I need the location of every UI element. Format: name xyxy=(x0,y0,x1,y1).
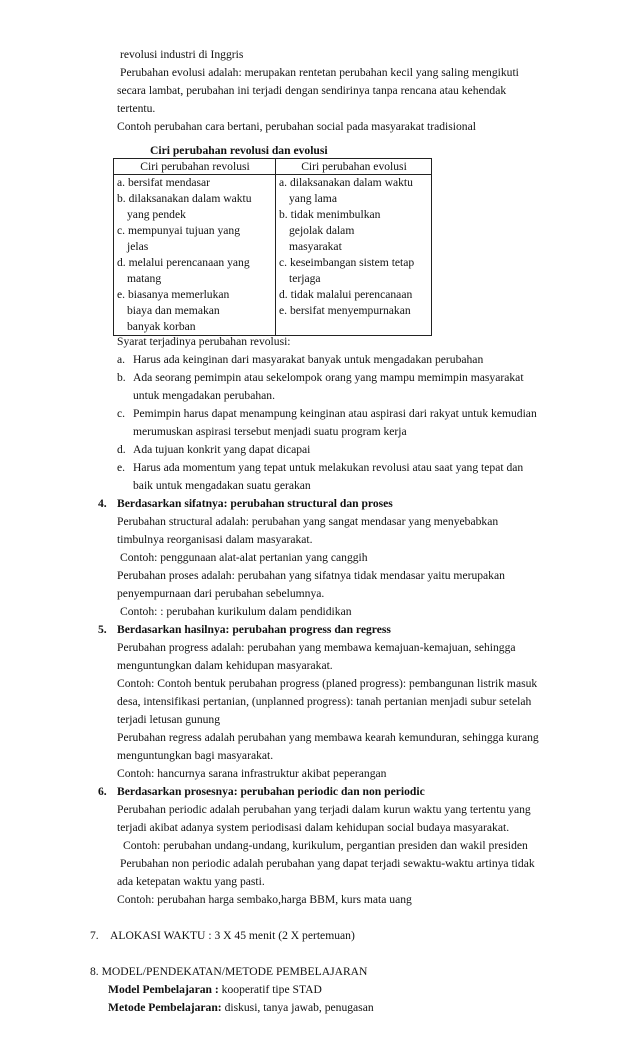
syarat-item: merumuskan aspirasi tersebut menjadi suatu program kerja xyxy=(133,425,407,438)
revolusi-item xyxy=(117,191,273,223)
section-number: 5. xyxy=(98,623,107,636)
intro-line: tertentu. xyxy=(117,102,156,115)
section-number: 7. xyxy=(90,929,99,942)
paragraph-line: terjadi letusan gunung xyxy=(117,713,221,726)
metode-row xyxy=(108,1000,374,1016)
paragraph-line: terjadi akibat adanya system periodisasi dalam kehidupan social budaya masyarakat. xyxy=(117,821,510,834)
revolusi-item-line: jelas xyxy=(127,240,149,253)
intro-line: Perubahan evolusi adalah: merupakan rentetan perubahan kecil yang saling mengikuti xyxy=(120,66,519,79)
evolusi-item-line: a. dilaksanakan dalam waktu xyxy=(279,176,413,189)
evolusi-item xyxy=(279,175,429,207)
paragraph-line: Contoh: perubahan undang-undang, kurikulum, pergantian presiden dan wakil presiden xyxy=(123,839,528,852)
section-number: 4. xyxy=(98,497,107,510)
list-marker: b. xyxy=(117,371,126,384)
paragraph-line: Perubahan proses adalah: perubahan yang sifatnya tidak mendasar yaitu merupakan xyxy=(117,569,505,582)
list-marker: c. xyxy=(117,407,126,420)
paragraph-line: desa, intensifikasi pertanian, (unplanned progress): tanah pertanian menjadi subur setelah xyxy=(117,695,532,708)
section-title: Berdasarkan prosesnya: perubahan periodic dan non periodic xyxy=(117,785,425,798)
evolusi-item-line: yang lama xyxy=(289,192,337,205)
paragraph-line: Contoh: hancurnya sarana infrastruktur akibat peperangan xyxy=(117,767,387,780)
revolusi-item-line: e. biasanya memerlukan xyxy=(117,288,230,301)
paragraph-line: Perubahan progress adalah: perubahan yang membawa kemajuan-kemajuan, sehingga xyxy=(117,641,516,654)
revolusi-item-line: biaya dan memakan xyxy=(127,304,220,317)
revolusi-item-line: a. bersifat mendasar xyxy=(117,176,211,189)
list-marker: d. xyxy=(117,443,126,456)
table-header-revolusi: Ciri perubahan revolusi xyxy=(114,159,276,175)
syarat-item: Ada tujuan konkrit yang dapat dicapai xyxy=(133,443,311,456)
list-marker: e. xyxy=(117,461,126,474)
paragraph-line: Contoh: Contoh bentuk perubahan progress (planed progress): pembangunan listrik masuk xyxy=(117,677,538,690)
intro-line: secara lambat, perubahan ini terjadi dengan sendirinya tanpa rencana atau kehendak xyxy=(117,84,507,97)
paragraph-line: Perubahan periodic adalah perubahan yang terjadi dalam kurun waktu yang tertentu yang xyxy=(117,803,531,816)
paragraph-line: ada ketepatan waktu yang pasti. xyxy=(117,875,265,888)
intro-line: Contoh perubahan cara bertani, perubahan social pada masyarakat tradisional xyxy=(117,120,476,133)
paragraph-line: Contoh: : perubahan kurikulum dalam pendidikan xyxy=(120,605,352,618)
evolusi-item-line: terjaga xyxy=(289,272,321,285)
syarat-item: Harus ada keinginan dari masyarakat banyak untuk mengadakan perubahan xyxy=(133,353,484,366)
paragraph-line: Perubahan structural adalah: perubahan yang sangat mendasar yang menyebabkan xyxy=(117,515,499,528)
paragraph-line: Perubahan regress adalah perubahan yang membawa kearah kemunduran, sehingga kurang xyxy=(117,731,539,744)
evolusi-item xyxy=(279,303,429,319)
revolusi-item-line: b. dilaksanakan dalam waktu xyxy=(117,192,252,205)
metode-label: Metode Pembelajaran: xyxy=(108,1001,222,1014)
revolusi-item xyxy=(117,287,273,335)
revolusi-item-line: c. mempunyai tujuan yang xyxy=(117,224,240,237)
paragraph-line: Contoh: penggunaan alat-alat pertanian yang canggih xyxy=(120,551,368,564)
table-title: Ciri perubahan revolusi dan evolusi xyxy=(150,144,328,157)
revolusi-item-line: matang xyxy=(127,272,162,285)
evolusi-item-line: d. tidak malalui perencanaan xyxy=(279,288,413,301)
evolusi-item xyxy=(279,255,429,287)
intro-line: revolusi industri di Inggris xyxy=(120,48,244,61)
evolusi-column xyxy=(276,175,432,336)
syarat-item: untuk mengadakan perubahan. xyxy=(133,389,275,402)
paragraph-line: timbulnya reorganisasi dalam masyarakat. xyxy=(117,533,313,546)
revolusi-item xyxy=(117,255,273,287)
revolusi-item-line: d. melalui perencanaan yang xyxy=(117,256,250,269)
paragraph-line: Perubahan non periodic adalah perubahan yang dapat terjadi sewaktu-waktu artinya tidak xyxy=(120,857,535,870)
evolusi-item-line: gejolak dalam xyxy=(289,224,355,237)
revolusi-item-line: banyak korban xyxy=(127,320,196,333)
paragraph-line: menguntungkan dalam kehidupan masyarakat. xyxy=(117,659,333,672)
evolusi-item-line: c. keseimbangan sistem tetap xyxy=(279,256,415,269)
paragraph-line: penyempurnaan dari perubahan sebelumnya. xyxy=(117,587,325,600)
section-title: ALOKASI WAKTU : 3 X 45 menit (2 X pertemuan) xyxy=(110,929,355,942)
syarat-item: Pemimpin harus dapat menampung keinginan atau aspirasi dari rakyat untuk kemudian xyxy=(133,407,537,420)
revolusi-item-line: yang pendek xyxy=(127,208,186,221)
section-title: 8. MODEL/PENDEKATAN/METODE PEMBELAJARAN xyxy=(90,965,368,978)
table-header-evolusi: Ciri perubahan evolusi xyxy=(276,159,432,175)
paragraph-line: Contoh: perubahan harga sembako,harga BBM, kurs mata uang xyxy=(117,893,412,906)
evolusi-item-line: b. tidak menimbulkan xyxy=(279,208,381,221)
model-row xyxy=(108,982,322,998)
revolusi-item xyxy=(117,175,273,191)
paragraph-line: menguntungkan bagi masyarakat. xyxy=(117,749,274,762)
evolusi-item xyxy=(279,207,429,255)
syarat-item: Harus ada momentum yang tepat untuk melakukan revolusi atau saat yang tepat dan xyxy=(133,461,524,474)
model-value: kooperatif tipe STAD xyxy=(221,983,322,996)
syarat-heading: Syarat terjadinya perubahan revolusi: xyxy=(117,335,291,348)
syarat-item: baik untuk mengadakan suatu gerakan xyxy=(133,479,311,492)
section-title: Berdasarkan hasilnya: perubahan progress dan regress xyxy=(117,623,391,636)
revolusi-column xyxy=(114,175,276,336)
list-marker: a. xyxy=(117,353,126,366)
evolusi-item-line: e. bersifat menyempurnakan xyxy=(279,304,411,317)
section-title: Berdasarkan sifatnya: perubahan structural dan proses xyxy=(117,497,393,510)
revolusi-item xyxy=(117,223,273,255)
model-label: Model Pembelajaran : xyxy=(108,983,219,996)
section-number: 6. xyxy=(98,785,107,798)
evolusi-item xyxy=(279,287,429,303)
evolusi-item-line: masyarakat xyxy=(289,240,342,253)
comparison-table xyxy=(113,158,432,336)
metode-value: diskusi, tanya jawab, penugasan xyxy=(224,1001,374,1014)
syarat-item: Ada seorang pemimpin atau sekelompok orang yang mampu memimpin masyarakat xyxy=(133,371,524,384)
